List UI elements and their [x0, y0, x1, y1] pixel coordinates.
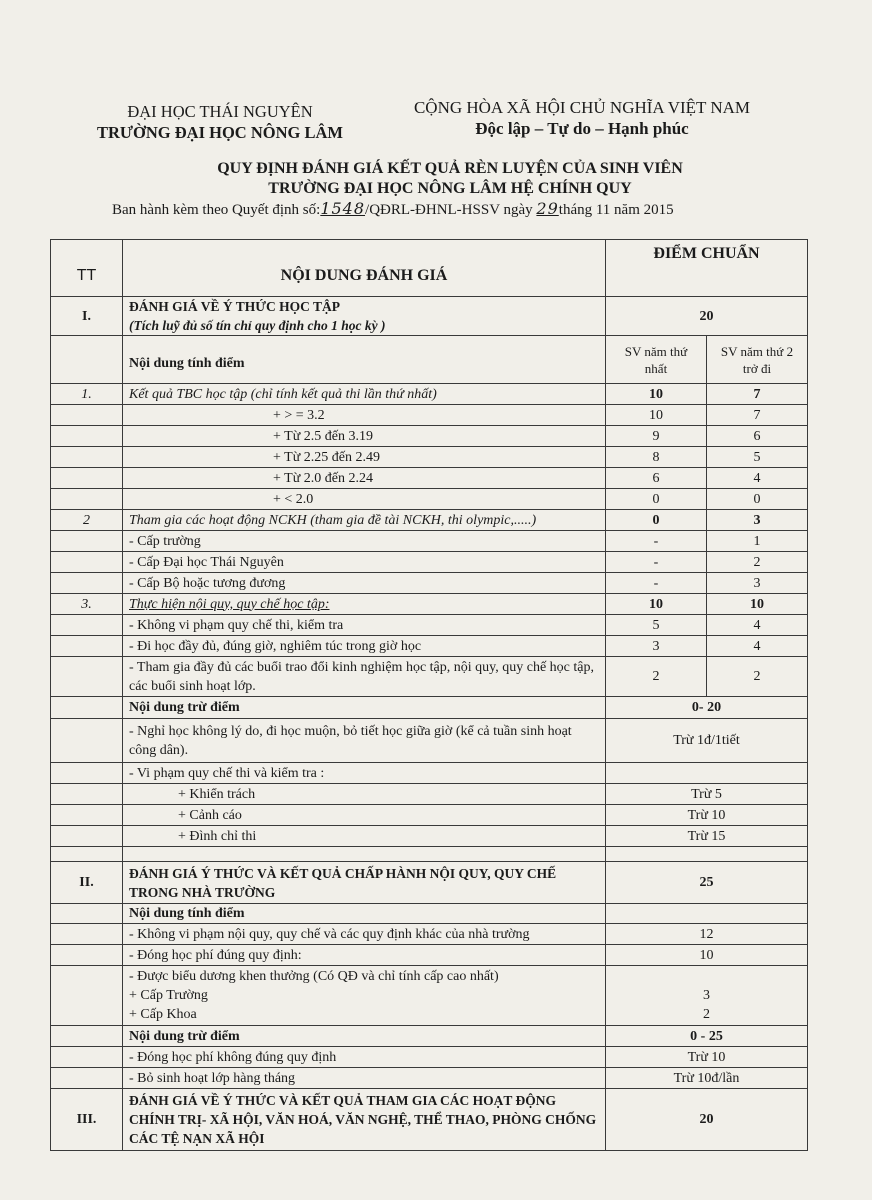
deduct-content: - Đóng học phí không đúng quy định	[123, 1047, 606, 1068]
row-number: 1.	[51, 384, 123, 405]
row-content: + Từ 2.5 đến 3.19	[123, 426, 606, 447]
deduct-row	[51, 805, 808, 826]
row-number	[51, 468, 123, 489]
row-number	[51, 531, 123, 552]
empty-cell	[51, 784, 123, 805]
row-content: - Không vi phạm nội quy, quy chế và các quy định khác của nhà trường	[123, 924, 606, 945]
sv-year2-header: SV năm thứ 2 trở đi	[707, 336, 808, 384]
deduct-value: Trừ 5	[606, 784, 808, 805]
section-title	[123, 297, 606, 336]
empty-cell	[51, 1047, 123, 1068]
reward-score-value: 3	[703, 988, 710, 1003]
decision-middle: /QĐRL-ĐHNL-HSSV ngày	[365, 202, 533, 218]
table-row	[51, 489, 808, 510]
score-year2: 4	[707, 636, 808, 657]
sv-year1-header: SV năm thứ nhất	[606, 336, 707, 384]
score-year1: 0	[606, 510, 707, 531]
deduct-score: 0 - 25	[606, 1026, 808, 1047]
deduct-row	[51, 1068, 808, 1089]
row-number	[51, 447, 123, 468]
score-year2: 4	[707, 615, 808, 636]
calc-header-row	[51, 336, 808, 384]
score-year1: 5	[606, 615, 707, 636]
row-content: - Cấp Đại học Thái Nguyên	[123, 552, 606, 573]
row-content: + Từ 2.0 đến 2.24	[123, 468, 606, 489]
row-content: Kết quả TBC học tập (chỉ tính kết quả thi lần thứ nhất)	[123, 384, 606, 405]
score-year1: -	[606, 531, 707, 552]
header-left	[70, 101, 370, 143]
row-score: 12	[606, 924, 808, 945]
score-year1: 10	[606, 594, 707, 615]
table-row	[51, 468, 808, 489]
deduct-content: - Vi phạm quy chế thi và kiểm tra :	[123, 763, 606, 784]
row-number	[51, 552, 123, 573]
reward-line: - Được biểu dương khen thưởng (Có QĐ và chỉ tính cấp cao nhất)	[129, 969, 499, 984]
deduct-row	[51, 1047, 808, 1068]
empty-cell	[51, 826, 123, 847]
table-row	[51, 426, 808, 447]
row-content: Tham gia các hoạt động NCKH (tham gia đề tài NCKH, thi olympic,.....)	[123, 510, 606, 531]
section-title: ĐÁNH GIÁ Ý THỨC VÀ KẾT QUẢ CHẤP HÀNH NỘI QUY, QUY CHẾ TRONG NHÀ TRƯỜNG	[123, 862, 606, 904]
decision-reference	[112, 199, 674, 219]
section-row	[51, 862, 808, 904]
score-year2: 2	[707, 552, 808, 573]
empty-cell	[51, 719, 123, 763]
row-content: - Đóng học phí đúng quy định:	[123, 945, 606, 966]
reward-score-value: 2	[703, 1007, 710, 1022]
table-row	[51, 657, 808, 697]
col-tt-header: TT	[51, 240, 123, 297]
row-number	[51, 657, 123, 697]
score-year2: 0	[707, 489, 808, 510]
section-title: ĐÁNH GIÁ VỀ Ý THỨC VÀ KẾT QUẢ THAM GIA CÁC HOẠT ĐỘNG CHÍNH TRỊ- XÃ HỘI, VĂN HOÁ, VĂN NGHỆ, THỂ THAO, PHÒNG CHỐNG CÁC TỆ NẠN XÃ HỘI	[123, 1089, 606, 1151]
deduct-content: + Cảnh cáo	[123, 805, 606, 826]
section-number: III.	[51, 1089, 123, 1151]
empty-cell	[51, 1026, 123, 1047]
deduct-value: Trừ 10	[606, 1047, 808, 1068]
score-year2: 3	[707, 573, 808, 594]
score-year1: 10	[606, 384, 707, 405]
table-row	[51, 447, 808, 468]
row-content: - Cấp Bộ hoặc tương đương	[123, 573, 606, 594]
row-number	[51, 636, 123, 657]
empty-cell	[51, 945, 123, 966]
reward-score	[606, 966, 808, 1026]
section-row	[51, 1089, 808, 1151]
empty-cell	[51, 847, 123, 862]
reward-line: + Cấp Trường	[129, 988, 208, 1003]
evaluation-table	[50, 239, 808, 1151]
score-year1: -	[606, 552, 707, 573]
section-number: II.	[51, 862, 123, 904]
reward-row	[51, 966, 808, 1026]
deduct-score: 0- 20	[606, 697, 808, 719]
deduct-value: Trừ 1đ/1tiết	[606, 719, 808, 763]
deduct-label: Nội dung trừ điểm	[123, 1026, 606, 1047]
score-year2: 4	[707, 468, 808, 489]
empty-cell	[51, 1068, 123, 1089]
table-row	[51, 552, 808, 573]
score-year2: 7	[707, 384, 808, 405]
row-content: Thực hiện nội quy, quy chế học tập:	[123, 594, 606, 615]
deduct-value: Trừ 10đ/lần	[606, 1068, 808, 1089]
empty-cell	[606, 847, 808, 862]
table-row	[51, 636, 808, 657]
score-year2: 6	[707, 426, 808, 447]
reward-spacer	[612, 967, 801, 986]
calc-header-row	[51, 904, 808, 924]
decision-number: 1548	[320, 199, 366, 218]
deduct-row	[51, 763, 808, 784]
row-number	[51, 489, 123, 510]
empty-cell	[606, 904, 808, 924]
row-number: 2	[51, 510, 123, 531]
deduct-content: - Nghỉ học không lý do, đi học muộn, bỏ tiết học giữa giờ (kể cả tuần sinh hoạt công dân).	[123, 719, 606, 763]
empty-cell	[51, 336, 123, 384]
score-year2: 7	[707, 405, 808, 426]
university-name: ĐẠI HỌC THÁI NGUYÊN	[127, 102, 313, 121]
empty-cell	[51, 904, 123, 924]
reward-content	[123, 966, 606, 1026]
row-content: + Từ 2.25 đến 2.49	[123, 447, 606, 468]
section-title-text: ĐÁNH GIÁ VỀ Ý THỨC HỌC TẬP	[129, 299, 341, 314]
decision-day: 29	[536, 199, 559, 218]
score-year1: 0	[606, 489, 707, 510]
score-year2: 3	[707, 510, 808, 531]
deduct-row	[51, 719, 808, 763]
table-row	[51, 594, 808, 615]
row-content: - Không vi phạm quy chế thi, kiểm tra	[123, 615, 606, 636]
section-score: 20	[606, 297, 808, 336]
score-year2: 1	[707, 531, 808, 552]
row-content: - Tham gia đầy đủ các buổi trao đổi kinh nghiệm học tập, nội quy, quy chế học tập, các buổi sinh hoạt lớp.	[123, 657, 606, 697]
row-number	[51, 615, 123, 636]
table-row	[51, 405, 808, 426]
deduct-value: Trừ 10	[606, 805, 808, 826]
table-row	[51, 615, 808, 636]
decision-suffix: tháng 11 năm 2015	[558, 202, 674, 218]
section-score: 20	[606, 1089, 808, 1151]
score-year1: 10	[606, 405, 707, 426]
row-content: - Đi học đầy đủ, đúng giờ, nghiêm túc trong giờ học	[123, 636, 606, 657]
country-name: CỘNG HÒA XÃ HỘI CHỦ NGHĨA VIỆT NAM	[413, 98, 751, 117]
deduct-content: - Bỏ sinh hoạt lớp hàng tháng	[123, 1068, 606, 1089]
calc-label: Nội dung tính điểm	[123, 336, 606, 384]
empty-cell	[51, 805, 123, 826]
score-year1: 8	[606, 447, 707, 468]
deduct-header-row	[51, 1026, 808, 1047]
header-right	[382, 97, 782, 139]
empty-cell	[123, 847, 606, 862]
table-row	[51, 510, 808, 531]
empty-cell	[51, 966, 123, 1026]
empty-cell	[51, 763, 123, 784]
table-row	[51, 531, 808, 552]
row-content: + < 2.0	[123, 489, 606, 510]
row-number	[51, 426, 123, 447]
document-title-line2: TRƯỜNG ĐẠI HỌC NÔNG LÂM HỆ CHÍNH QUY	[268, 180, 632, 197]
table-header-row	[51, 240, 808, 297]
col-content-header: NỘI DUNG ĐÁNH GIÁ	[123, 240, 606, 297]
score-year1: 2	[606, 657, 707, 697]
reward-line: + Cấp Khoa	[129, 1007, 197, 1022]
deduct-row	[51, 826, 808, 847]
section-subtitle-text: (Tích luỹ đủ số tín chỉ quy định cho 1 học kỳ )	[129, 318, 386, 333]
score-year1: 6	[606, 468, 707, 489]
score-year2: 5	[707, 447, 808, 468]
empty-cell	[51, 697, 123, 719]
col-score-header: ĐIỂM CHUẨN	[606, 240, 808, 297]
deduct-header-row	[51, 697, 808, 719]
row-number	[51, 405, 123, 426]
score-year2: 10	[707, 594, 808, 615]
calc-label: Nội dung tính điểm	[123, 904, 606, 924]
score-year1: 3	[606, 636, 707, 657]
row-content: + > = 3.2	[123, 405, 606, 426]
section-row	[51, 297, 808, 336]
deduct-value	[606, 763, 808, 784]
deduct-content: + Khiển trách	[123, 784, 606, 805]
spacer-row	[51, 847, 808, 862]
row-number: 3.	[51, 594, 123, 615]
table-row	[51, 384, 808, 405]
school-name: TRƯỜNG ĐẠI HỌC NÔNG LÂM	[97, 123, 343, 142]
document-title-line1: QUY ĐỊNH ĐÁNH GIÁ KẾT QUẢ RÈN LUYỆN CỦA SINH VIÊN	[217, 160, 683, 177]
table-row	[51, 945, 808, 966]
row-content: - Cấp trường	[123, 531, 606, 552]
score-year1: -	[606, 573, 707, 594]
row-number	[51, 573, 123, 594]
table-row	[51, 573, 808, 594]
deduct-value: Trừ 15	[606, 826, 808, 847]
row-score: 10	[606, 945, 808, 966]
table-row	[51, 924, 808, 945]
decision-prefix: Ban hành kèm theo Quyết định số:	[112, 202, 321, 218]
section-number: I.	[51, 297, 123, 336]
section-score: 25	[606, 862, 808, 904]
score-year1: 9	[606, 426, 707, 447]
empty-cell	[51, 924, 123, 945]
deduct-content: + Đình chỉ thi	[123, 826, 606, 847]
deduct-label: Nội dung trừ điểm	[123, 697, 606, 719]
motto: Độc lập – Tự do – Hạnh phúc	[475, 119, 689, 138]
deduct-row	[51, 784, 808, 805]
score-year2: 2	[707, 657, 808, 697]
